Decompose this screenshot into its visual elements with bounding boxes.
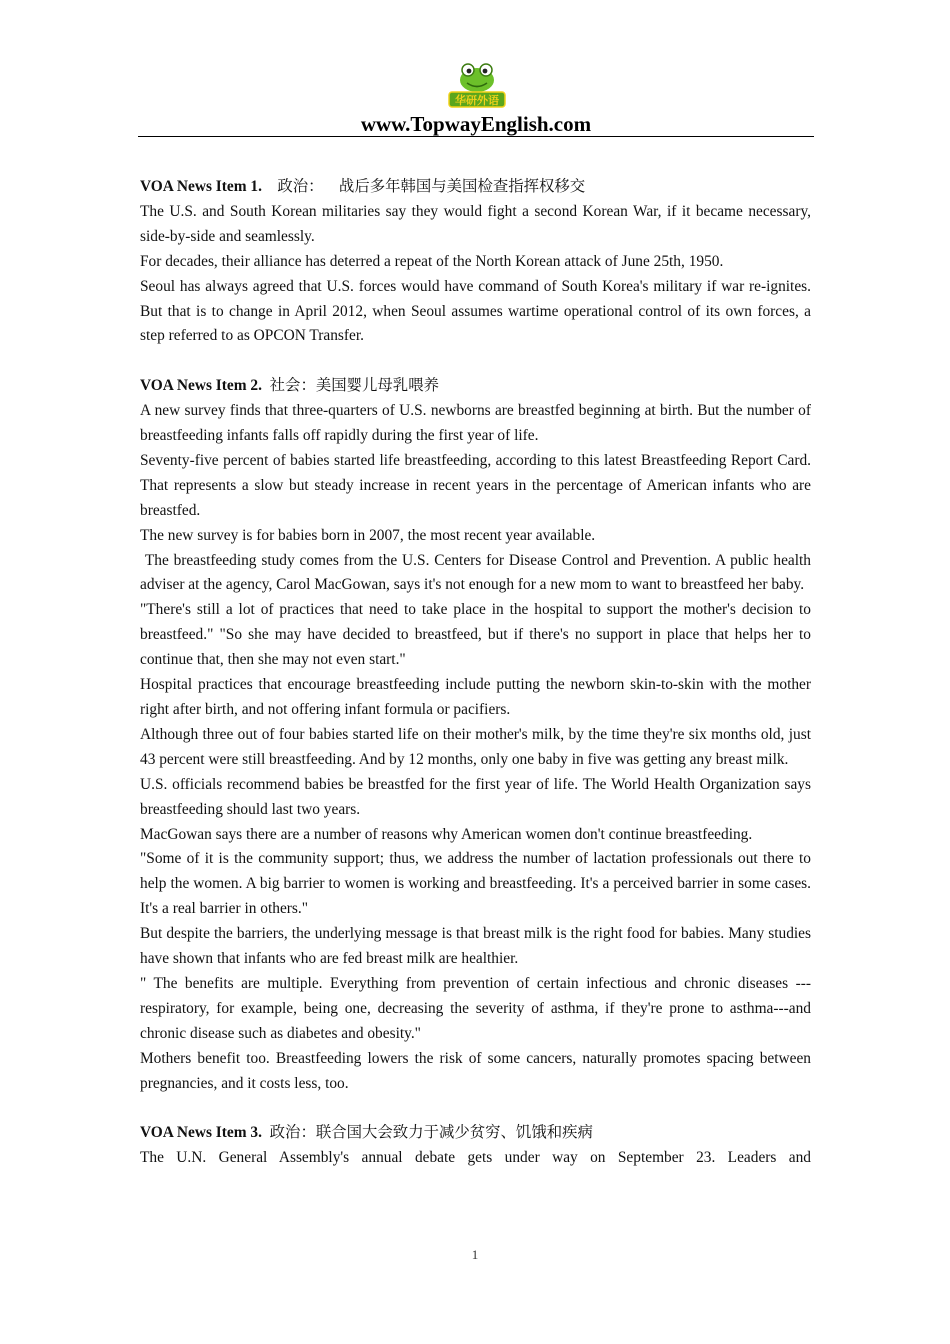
news-item-heading	[140, 1121, 811, 1146]
news-item-topic: 政治：	[269, 1124, 316, 1142]
news-item-label: VOA News Item 1.	[140, 178, 262, 195]
news-item-title: 美国婴儿母乳喂养	[315, 377, 439, 395]
logo-text: 华研外语	[455, 94, 499, 107]
news-item-heading	[140, 175, 811, 200]
paragraph: Mothers benefit too. Breastfeeding lowers the risk of some cancers, naturally promotes spacing between pregnancies, and it costs less, too.	[140, 1049, 811, 1092]
header-divider	[138, 136, 814, 137]
site-url[interactable]: www.TopwayEnglish.com	[360, 112, 592, 136]
page-number: 1	[471, 1247, 479, 1262]
frog-logo-icon	[446, 62, 508, 108]
page-header	[138, 60, 814, 138]
news-item-title: 战后多年韩国与美国检查指挥权移交	[338, 178, 586, 195]
paragraph: Seoul has always agreed that U.S. forces would have command of South Korea's military if war re-ignites. But that is to change in April 2012, when Seoul assumes wartime operational control of its own forces, a step referred to as OPCON Transfer.	[140, 277, 811, 345]
paragraph: "There's still a lot of practices that need to take place in the hospital to support the mother's decision to breastfeed." "So she may have decided to breastfeed, but if there's no support in place that helps her to continue that, then she may not even start."	[140, 601, 811, 669]
news-item-topic: 社会：	[269, 377, 316, 395]
paragraph: U.S. officials recommend babies be breastfed for the first year of life. The World Health Organization says breastfeeding should last two years.	[140, 775, 811, 818]
paragraph: " The benefits are multiple. Everything from prevention of certain infectious and chronic diseases ---respiratory, for example, being one, decreasing the severity of asthma, if they're prone to asthma---and chronic disease such as diabetes and obesity."	[140, 974, 811, 1042]
article-body	[140, 175, 815, 1196]
paragraph: But despite the barriers, the underlying message is that breast milk is the right food for babies. Many studies have shown that infants who are fed breast milk are healthier.	[140, 925, 811, 968]
paragraph: The new survey is for babies born in 2007, the most recent year available.	[140, 526, 596, 544]
news-item-3	[140, 1121, 811, 1171]
news-item-2	[140, 374, 815, 1096]
paragraph: MacGowan says there are a number of reasons why American women don't continue breastfeeding.	[140, 825, 753, 843]
paragraph: A new survey finds that three-quarters of U.S. newborns are breastfed beginning at birth. But the number of breastfeeding infants falls off rapidly during the first year of life.	[140, 402, 811, 445]
news-item-topic: 政治：	[277, 178, 324, 195]
paragraph: "Some of it is the community support; thus, we address the number of lactation professionals out there to help the women. A big barrier to women is working and breastfeeding. It's a perceived barrier in some cases. It's a real barrier in others."	[140, 850, 811, 918]
paragraph: The U.N. General Assembly's annual debate gets under way on September 23. Leaders and	[140, 1149, 811, 1167]
paragraph: Hospital practices that encourage breastfeeding include putting the newborn skin-to-skin with the mother right after birth, and not offering infant formula or pacifiers.	[140, 676, 811, 719]
news-item-label: VOA News Item 2.	[140, 377, 262, 395]
news-item-label: VOA News Item 3.	[140, 1124, 262, 1142]
paragraph: For decades, their alliance has deterred a repeat of the North Korean attack of June 25th, 1950.	[140, 252, 724, 270]
paragraph: Although three out of four babies started life on their mother's milk, by the time they're six months old, just 43 percent were still breastfeeding. And by 12 months, only one baby in five was getting any breast milk.	[140, 725, 811, 768]
news-item-title: 联合国大会致力于减少贫穷、饥饿和疾病	[315, 1124, 593, 1142]
news-item-1	[140, 175, 811, 349]
news-item-heading	[140, 374, 811, 399]
paragraph: The breastfeeding study comes from the U.S. Centers for Disease Control and Prevention. A public health adviser at the agency, Carol MacGowan, says it's not enough for a new mom to want to breastfeed her baby.	[140, 551, 815, 594]
paragraph: The U.S. and South Korean militaries say they would fight a second Korean War, if it became necessary, side-by-side and seamlessly.	[140, 202, 811, 245]
paragraph: Seventy-five percent of babies started life breastfeeding, according to this latest Breastfeeding Report Card. That represents a slow but steady increase in recent years in the percentage of American infants who are breastfed.	[140, 451, 811, 519]
